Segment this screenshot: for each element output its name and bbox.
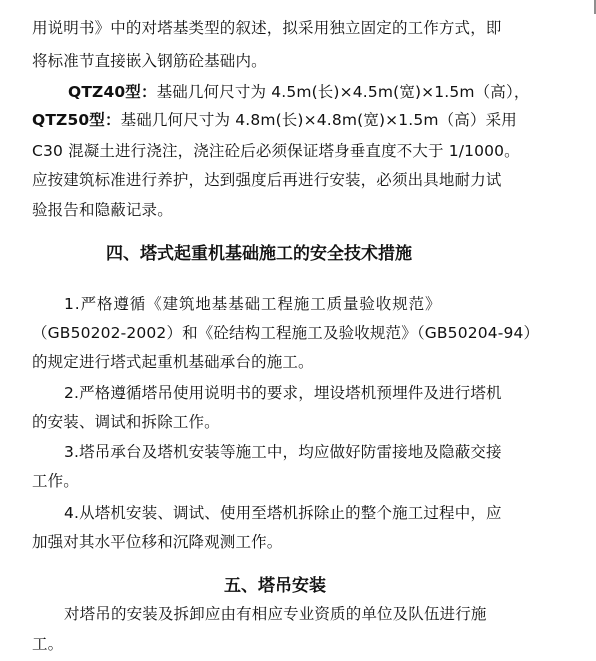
item3-line-1: 3.塔吊承台及塔机安装等施工中，均应做好防雷接地及隐蔽交接 <box>64 443 502 461</box>
section5-line-2: 工。 <box>32 635 64 653</box>
item3-line-2: 工作。 <box>32 472 79 490</box>
item4-line-2: 加强对其水平位移和沉降观测工作。 <box>32 533 283 551</box>
qtz40-label: QTZ40型： <box>68 83 157 101</box>
section-5-heading: 五、塔吊安装 <box>224 576 326 596</box>
item4-line-1: 4.从塔机安装、调试、使用至塔机拆除止的整个施工过程中，应 <box>64 504 502 522</box>
item2-line-1: 2.严格遵循塔吊使用说明书的要求，埋设塔机预埋件及进行塔机 <box>64 384 502 402</box>
item1-line-3: 的规定进行塔式起重机基础承台的施工。 <box>32 353 314 371</box>
qtz40-line <box>68 81 530 103</box>
item2-line-2: 的安装、调试和拆除工作。 <box>32 413 220 431</box>
section5-line-1: 对塔吊的安装及拆卸应由有相应专业资质的单位及队伍进行施 <box>64 605 487 623</box>
intro-line-1: 用说明书》中的对塔基类型的叙述，拟采用独立固定的工作方式，即 <box>32 19 502 37</box>
qtz50-line-4: 验报告和隐蔽记录。 <box>32 201 173 219</box>
qtz50-line-2: C30 混凝土进行浇注，浇注砼后必须保证塔身垂直度不大于 1/1000。 <box>32 142 520 160</box>
section-4-heading: 四、塔式起重机基础施工的安全技术措施 <box>106 244 412 264</box>
intro-line-2: 将标准节直接嵌入钢筋砼基础内。 <box>32 52 267 70</box>
item1-line-1: 1.严格遵循《建筑地基基础工程施工质量验收规范》 <box>64 295 442 313</box>
item1-line-2: （GB50202-2002）和《砼结构工程施工及验收规范》（GB50204-94） <box>32 324 540 342</box>
qtz50-line-1 <box>32 109 517 131</box>
qtz50-label: QTZ50型： <box>32 111 121 129</box>
qtz50-text-1: 基础几何尺寸为 4.8m(长)×4.8m(宽)×1.5m（高）采用 <box>120 111 517 129</box>
qtz40-text: 基础几何尺寸为 4.5m(长)×4.5m(宽)×1.5m（高）， <box>156 83 530 101</box>
qtz50-line-3: 应按建筑标准进行养护，达到强度后再进行安装，必须出具地耐力试 <box>32 171 502 189</box>
